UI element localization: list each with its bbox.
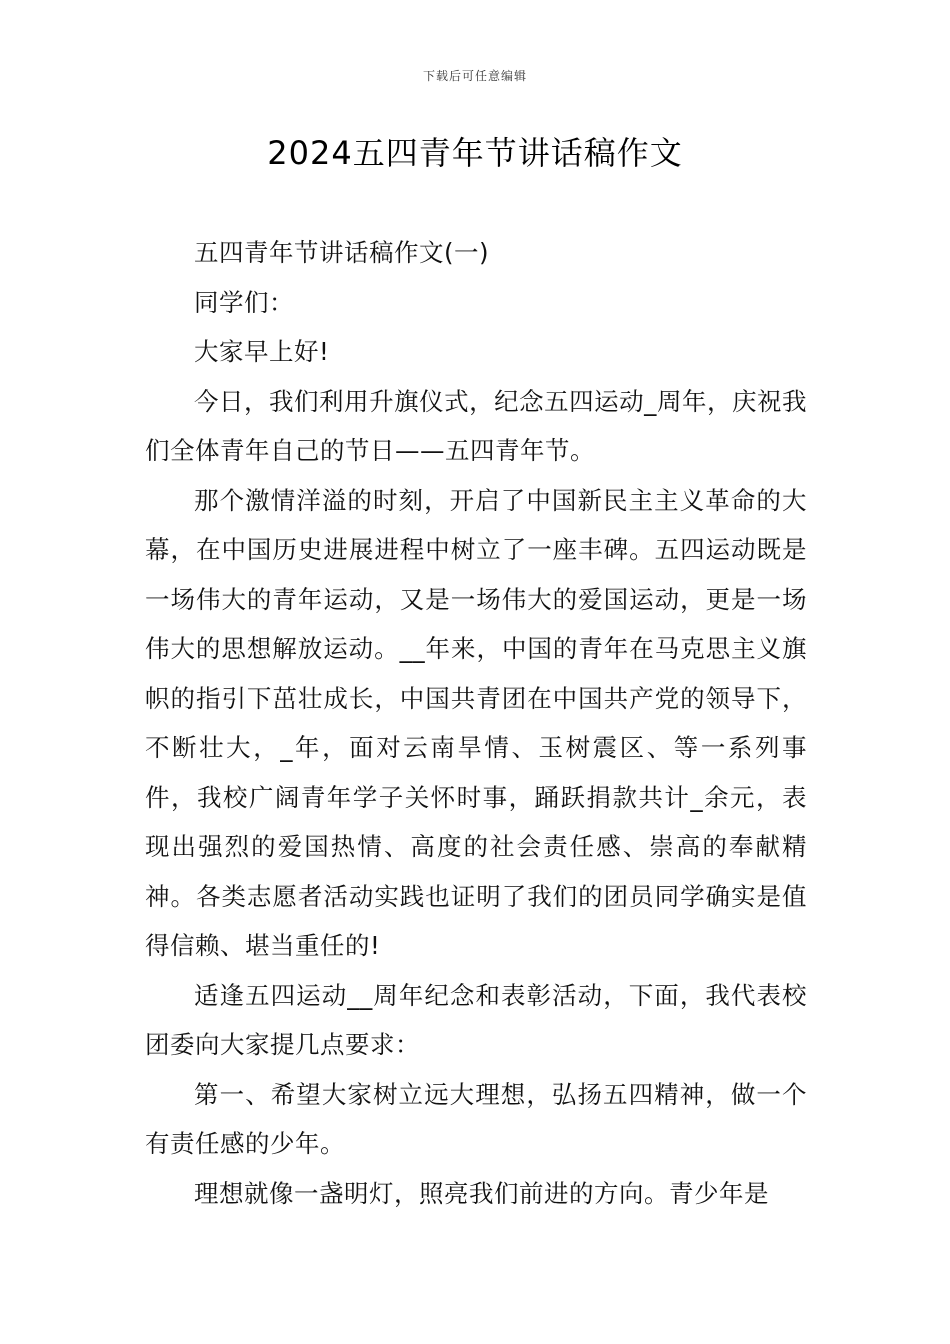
paragraph: 五四青年节讲话稿作文(一) xyxy=(194,238,490,267)
document-body xyxy=(145,228,807,1218)
paragraph: 大家早上好! xyxy=(194,337,330,366)
paragraph: 适逢五四运动__周年纪念和表彰活动，下面，我代表校团委向大家提几点要求： xyxy=(145,980,807,1059)
header-note: 下载后可任意编辑 xyxy=(422,69,527,83)
document-title: 2024五四青年节讲话稿作文 xyxy=(267,134,683,172)
paragraph: 理想就像一盏明灯，照亮我们前进的方向。青少年是 xyxy=(194,1178,769,1208)
paragraph: 同学们： xyxy=(194,287,294,317)
paragraph: 今日，我们利用升旗仪式，纪念五四运动_周年，庆祝我们全体青年自己的节日——五四青年节。 xyxy=(145,386,807,465)
paragraph: 第一、希望大家树立远大理想，弘扬五四精神，做一个有责任感的少年。 xyxy=(145,1079,807,1158)
paragraph: 那个激情洋溢的时刻，开启了中国新民主主义革命的大幕，在中国历史进展进程中树立了一座丰碑。五四运动既是一场伟大的青年运动，又是一场伟大的爱国运动，更是一场伟大的思想解放运动。__年来，中国的青年在马克思主义旗帜的指引下茁壮成长，中国共青团在中国共产党的领导下，不断壮大，_年，面对云南旱情、玉树震区、等一系列事件，我校广阔青年学子关怀时事，踊跃捐款共计_余元，表现出强烈的爱国热情、高度的社会责任感、崇高的奉献精神。各类志愿者活动实践也证明了我们的团员同学确实是值得信赖、堪当重任的! xyxy=(145,485,807,960)
